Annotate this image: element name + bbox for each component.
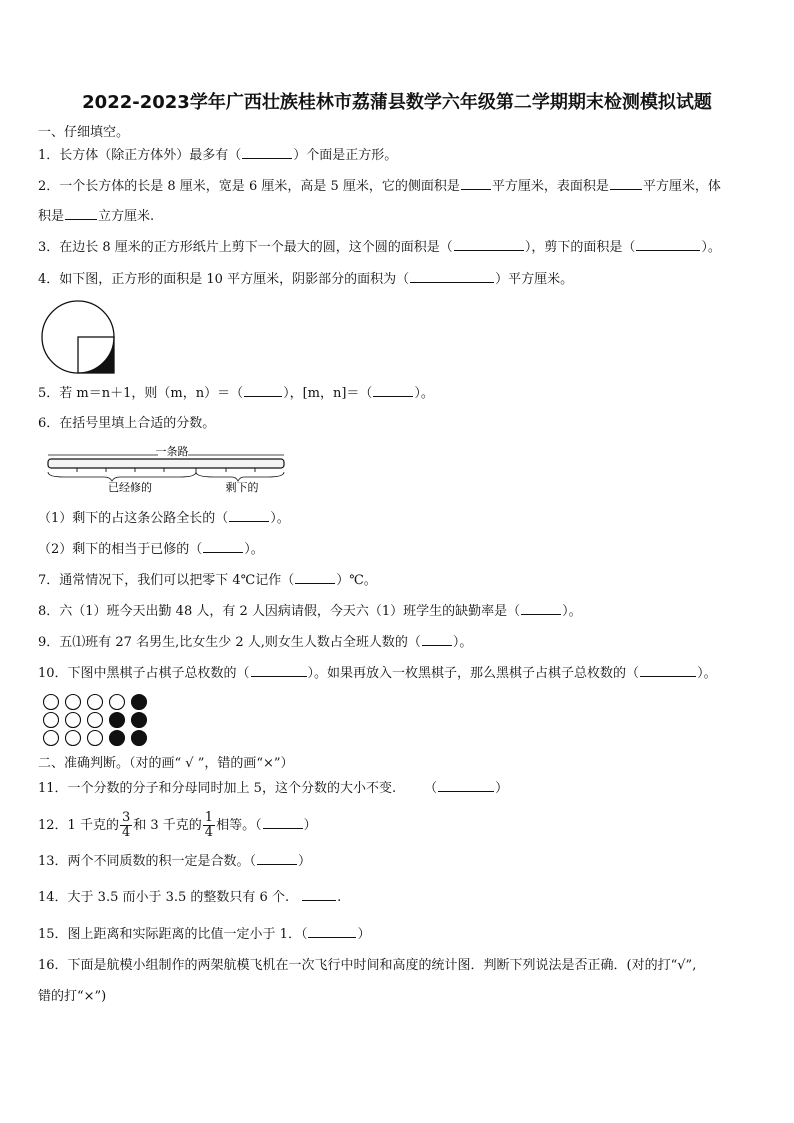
answer-blank[interactable]: [295, 571, 335, 584]
answer-blank[interactable]: [410, 270, 494, 283]
chess-pieces-figure: [42, 693, 154, 747]
brace-remaining: [196, 472, 284, 481]
question-9: 9．五⑴班有 27 名男生,比女生少 2 人,则女生人数占全班人数的（ ）。: [38, 635, 473, 650]
white-piece: [88, 695, 103, 710]
black-piece: [110, 731, 125, 746]
road-ticks: [77, 468, 255, 472]
answer-blank[interactable]: [257, 852, 297, 865]
answer-blank[interactable]: [610, 177, 642, 190]
road-total-label: 一条路: [155, 445, 189, 458]
fraction-three-quarters: $\frac{3}{4}$: [121, 810, 131, 840]
answer-blank[interactable]: [251, 664, 307, 677]
black-piece: [132, 713, 147, 728]
black-piece: [132, 731, 147, 746]
answer-blank[interactable]: [461, 177, 491, 190]
answer-blank[interactable]: [203, 540, 243, 553]
answer-blank[interactable]: [636, 238, 700, 251]
answer-blank[interactable]: [244, 384, 282, 397]
page-title: 2022-2023学年广西壮族桂林市荔蒲县数学六年级第二学期期末检测模拟试题: [82, 92, 712, 113]
white-piece: [44, 713, 59, 728]
white-piece: [88, 713, 103, 728]
question-6: 6．在括号里填上合适的分数。: [38, 416, 216, 431]
answer-blank[interactable]: [422, 633, 452, 646]
circle-square-figure: [40, 300, 120, 376]
question-2: 2．一个长方体的长是 8 厘米，宽是 6 厘米，高是 5 厘米，它的侧面积是 平方厘米，表面积是 平方厘米，体: [38, 179, 721, 194]
answer-blank[interactable]: [454, 238, 524, 251]
answer-blank[interactable]: [308, 925, 356, 938]
question-13: 13．两个不同质数的积一定是合数。（ ）: [38, 854, 312, 869]
answer-blank[interactable]: [373, 384, 413, 397]
white-piece: [66, 713, 81, 728]
question-1: 1．长方体（除正方体外）最多有（ ）个面是正方形。: [38, 148, 398, 163]
answer-blank[interactable]: [229, 509, 269, 522]
road-diagram: [44, 443, 290, 495]
black-piece: [132, 695, 147, 710]
answer-blank[interactable]: [438, 779, 494, 792]
white-piece: [110, 695, 125, 710]
question-11: 11．一个分数的分子和分母同时加上 5，这个分数的大小不变. （ ）: [38, 781, 509, 796]
question-12: 12．1 千克的 $\frac{3}{4}$ 和 3 千克的 $\frac{1}{4}$ 相等。（ ）: [38, 810, 317, 840]
question-7: 7．通常情况下，我们可以把零下 4℃记作（ ）℃。: [38, 573, 377, 588]
question-6-2: （2）剩下的相当于已修的（ ）。: [38, 542, 264, 557]
black-piece: [110, 713, 125, 728]
question-5: 5．若 m＝n＋1，则（m，n）＝（ ），[m，n]＝（ ）。: [38, 386, 434, 401]
answer-blank[interactable]: [263, 816, 303, 829]
white-piece: [66, 731, 81, 746]
answer-blank[interactable]: [640, 664, 696, 677]
white-piece: [66, 695, 81, 710]
section-1-heading: 一、仔细填空。: [38, 125, 130, 140]
question-3: 3．在边长 8 厘米的正方形纸片上剪下一个最大的圆，这个圆的面积是（ ），剪下的面积是（ ）。: [38, 240, 721, 255]
question-8: 8．六（1）班今天出勤 48 人，有 2 人因病请假，今天六（1）班学生的缺勤率是（ ）。: [38, 604, 582, 619]
question-2-cont: 积是 立方厘米.: [38, 209, 155, 224]
question-14: 14．大于 3.5 而小于 3.5 的整数只有 6 个. .: [38, 890, 342, 905]
section-2-heading: 二、准确判断。（对的画“ √ ”，错的画“×”）: [38, 756, 294, 771]
question-4: 4．如下图，正方形的面积是 10 平方厘米，阴影部分的面积为（ ）平方厘米。: [38, 272, 574, 287]
fraction-one-quarter: $\frac{1}{4}$: [204, 810, 214, 840]
white-piece: [88, 731, 103, 746]
question-16: 16．下面是航模小组制作的两架航模飞机在一次飞行中时间和高度的统计图．判断下列说法是否正确．(对的打“√”,: [38, 958, 697, 973]
question-6-1: （1）剩下的占这条公路全长的（ ）。: [38, 511, 290, 526]
question-16-cont: 错的打“×”): [38, 989, 107, 1004]
road-built-label: 已经修的: [108, 481, 152, 494]
answer-blank[interactable]: [521, 602, 561, 615]
white-piece: [44, 695, 59, 710]
question-10: 10．下图中黑棋子占棋子总枚数的（ ）。如果再放入一枚黑棋子，那么黑棋子占棋子总枚数的（ ）。: [38, 666, 717, 681]
answer-blank[interactable]: [302, 888, 336, 901]
road-remaining-label: 剩下的: [225, 481, 259, 494]
road-bar: [48, 459, 284, 468]
white-piece: [44, 731, 59, 746]
question-15: 15．图上距离和实际距离的比值一定小于 1．（ ）: [38, 927, 371, 942]
answer-blank[interactable]: [242, 146, 292, 159]
answer-blank[interactable]: [65, 207, 97, 220]
brace-built: [48, 472, 196, 481]
